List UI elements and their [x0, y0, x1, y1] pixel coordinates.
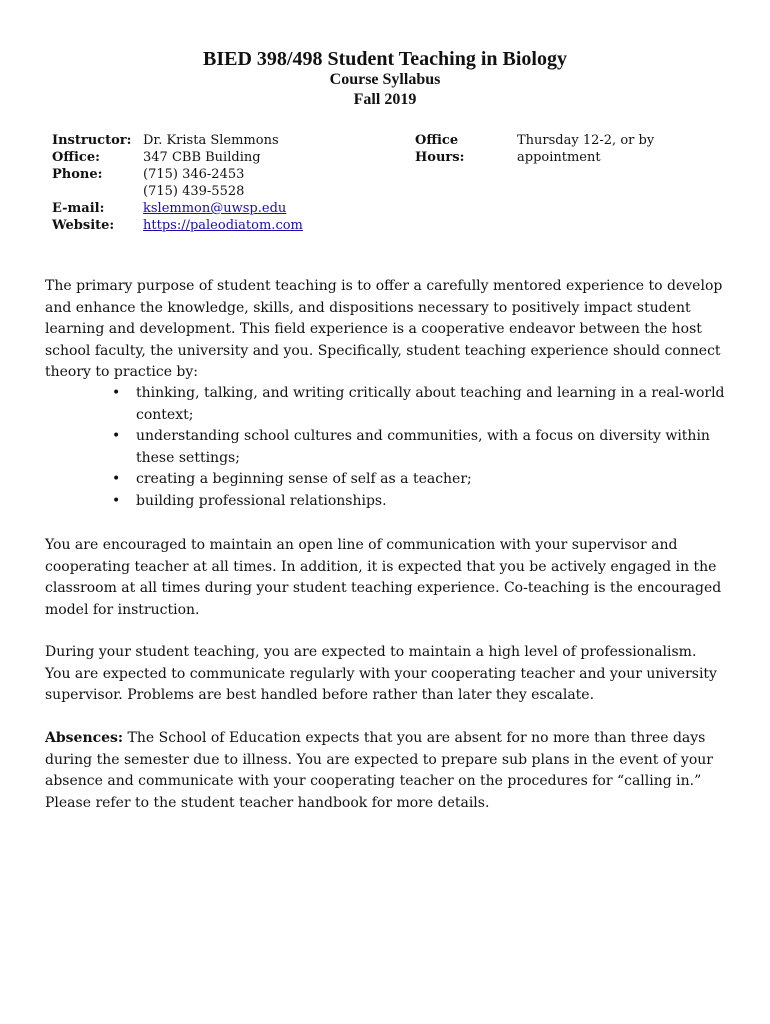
- professionalism-paragraph: During your student teaching, you are expected to maintain a high level of professionalism. You are expected to communicate regularly with your cooperating teacher and your university supervisor. Problems are best handled before rather than later they escalate.: [45, 644, 717, 703]
- list-item: [112, 491, 727, 513]
- office-hours-value-line-2: appointment: [517, 150, 601, 165]
- instructor-label: Instructor:: [52, 133, 132, 148]
- list-item-text: building professional relationships.: [136, 492, 387, 509]
- office-hours-label-line-2: Hours:: [415, 150, 465, 165]
- list-item: [112, 426, 727, 469]
- phone-number-1: (715) 346-2453: [143, 167, 245, 182]
- office-hours-labels: [415, 132, 510, 166]
- office-location: 347 CBB Building: [143, 150, 261, 165]
- bullet-icon: •: [112, 492, 121, 509]
- course-title: BIED 398/498 Student Teaching in Biology: [203, 48, 567, 70]
- practice-list: [112, 383, 727, 512]
- course-term: Fall 2019: [353, 91, 417, 108]
- list-item-text: creating a beginning sense of self as a teacher;: [136, 471, 472, 487]
- office-hours-value-line-1: Thursday 12-2, or by: [517, 133, 655, 148]
- info-values: [143, 132, 393, 234]
- instructor-name: Dr. Krista Slemmons: [143, 133, 279, 148]
- bullet-icon: •: [112, 428, 121, 444]
- list-item-text: understanding school cultures and communities, with a focus on diversity within these settings;: [136, 428, 710, 466]
- email-link[interactable]: kslemmon@uwsp.edu: [143, 201, 287, 216]
- communication-paragraph: You are encouraged to maintain an open line of communication with your supervisor and cooperating teacher at all times. In addition, it is expected that you be actively engaged in the classroom at all times during your student teaching experience. Co-teaching is the encouraged model for instruction.: [45, 537, 722, 618]
- office-hours-values: [517, 132, 717, 166]
- list-item: [112, 383, 727, 426]
- bullet-icon: •: [112, 385, 121, 401]
- bullet-icon: •: [112, 471, 121, 487]
- email-label: E-mail:: [52, 201, 105, 216]
- list-item-text: thinking, talking, and writing critically about teaching and learning in a real-world context;: [136, 385, 725, 423]
- office-hours-label-line-1: Office: [415, 133, 459, 148]
- course-subtitle: Course Syllabus: [329, 71, 441, 88]
- list-item: [112, 469, 727, 491]
- website-link[interactable]: https://paleodiatom.com: [143, 218, 303, 233]
- info-labels: [52, 132, 142, 234]
- absences-text: The School of Education expects that you are absent for no more than three days during the semester due to illness. You are expected to prepare sub plans in the event of your absence and communicate with your cooperating teacher on the procedures for “calling in.” Please refer to the student teacher handbook for more details.: [45, 730, 713, 811]
- absences-label: Absences:: [45, 730, 124, 746]
- website-label: Website:: [52, 218, 115, 233]
- phone-number-2: (715) 439-5528: [143, 184, 245, 199]
- intro-paragraph: The primary purpose of student teaching is to offer a carefully mentored experience to develop and enhance the knowledge, skills, and dispositions necessary to positively impact student learning and development. This field experience is a cooperative endeavor between the host school faculty, the university and you. Specifically, student teaching experience should connect theory to practice by:: [45, 278, 723, 380]
- absences-paragraph: [45, 728, 725, 814]
- office-label: Office:: [52, 150, 100, 165]
- phone-label: Phone:: [52, 167, 103, 182]
